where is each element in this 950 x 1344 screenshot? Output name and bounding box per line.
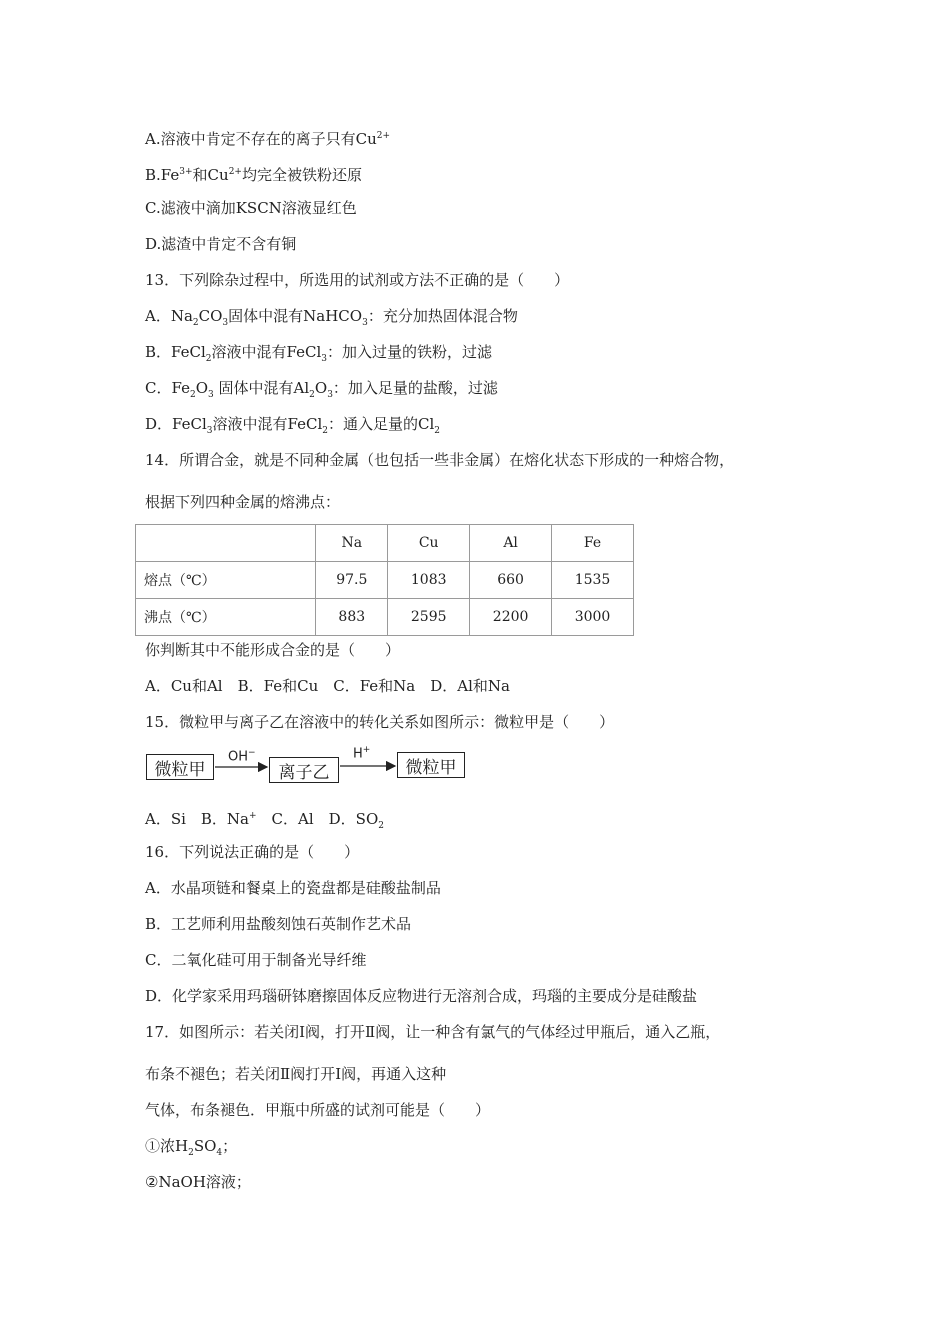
- subscript: 2: [189, 390, 196, 400]
- table-cell: 2595: [388, 599, 470, 636]
- subscript: 2: [188, 1148, 194, 1158]
- subscript: 2: [378, 821, 384, 831]
- table-row: [136, 562, 634, 599]
- q13-stem: 13．下列除杂过程中，所选用的试剂或方法不正确的是（ ）: [145, 271, 570, 289]
- text: ①浓H: [145, 1137, 189, 1155]
- q13-option-c: [145, 378, 498, 405]
- text: 固体中混有NaHCO: [228, 307, 363, 325]
- diagram-box-ion-b: 离子乙: [269, 757, 339, 783]
- q17-stem-line3: 气体，布条褪色．甲瓶中所盛的试剂可能是（ ）: [145, 1101, 491, 1119]
- table-row: [136, 599, 634, 636]
- table-cell: Cu: [388, 525, 470, 562]
- q17-option-2: ②NaOH溶液；: [145, 1173, 251, 1191]
- option-text: A．Si: [145, 810, 201, 828]
- text: ：充分加热固体混合物: [367, 307, 518, 325]
- q13-option-d: [145, 414, 440, 441]
- text: ：通入足量的Cl: [327, 415, 435, 433]
- subscript: 3: [321, 354, 327, 364]
- option-text: C．Al: [256, 810, 329, 828]
- text: 溶液中混有FeCl: [211, 343, 322, 361]
- option-text: 滤渣中肯定不含有铜: [161, 235, 297, 253]
- text: O: [195, 379, 208, 397]
- q16-option-a: A．水晶项链和餐桌上的瓷盘都是硅酸盐制品: [145, 879, 441, 897]
- option-label: C.: [145, 199, 161, 217]
- conversion-diagram: [145, 745, 475, 788]
- q14-ask: 你判断其中不能形成合金的是（ ）: [145, 641, 401, 659]
- text: CO: [198, 307, 223, 325]
- diagram-box-particle-a-result: 微粒甲: [397, 752, 465, 778]
- q16-option-b: B．工艺师利用盐酸刻蚀石英制作艺术品: [145, 915, 412, 933]
- superscript: +: [362, 745, 371, 755]
- q13-option-b: [145, 342, 492, 369]
- q17-stem-line2: 布条不褪色；若关闭Ⅱ阀打开Ⅰ阀，再通入这种: [145, 1065, 447, 1083]
- subscript: 2: [205, 354, 212, 364]
- q14-stem-line1: 14．所谓合金，就是不同种金属（也包括一些非金属）在熔化状态下形成的一种熔合物，: [145, 451, 735, 469]
- text: ：加入足量的盐酸，过滤: [332, 379, 498, 397]
- table-cell: [136, 525, 316, 562]
- option-text: Fe: [160, 166, 180, 184]
- q14-stem-line2: 根据下列四种金属的熔沸点：: [145, 493, 341, 511]
- text: C．Fe: [145, 379, 190, 397]
- text: SO: [193, 1137, 217, 1155]
- option-text: D．SO: [328, 810, 379, 828]
- table-cell: Fe: [552, 525, 634, 562]
- subscript: 2: [322, 426, 328, 436]
- q12-option-c: [145, 198, 357, 218]
- option-text: 和Cu: [192, 166, 229, 184]
- q15-stem: 15．微粒甲与离子乙在溶液中的转化关系如图所示：微粒甲是（ ）: [145, 713, 615, 731]
- arrow-label-text: OH: [228, 749, 249, 765]
- table-cell: 97.5: [316, 562, 388, 599]
- table-cell: 1083: [388, 562, 470, 599]
- q16-stem: 16．下列说法正确的是（ ）: [145, 843, 360, 861]
- table-cell: 2200: [470, 599, 552, 636]
- option-label: D.: [145, 235, 162, 253]
- table-cell: 3000: [552, 599, 634, 636]
- diagram-box-particle-a: 微粒甲: [146, 754, 214, 780]
- melting-boiling-table: [135, 524, 634, 636]
- superscript: 2+: [228, 167, 242, 177]
- option-label: A.: [145, 130, 161, 148]
- text: ：加入过量的铁粉，过滤: [326, 343, 492, 361]
- option-text: B．Na: [200, 810, 249, 828]
- q12-option-a: [145, 126, 390, 149]
- arrow-label-text: H: [353, 746, 363, 762]
- superscript: 3+: [179, 167, 193, 177]
- q12-option-b: [145, 162, 362, 185]
- text: A．Na: [145, 307, 193, 325]
- table-cell: 883: [316, 599, 388, 636]
- subscript: 2: [192, 318, 199, 328]
- table-cell: Na: [316, 525, 388, 562]
- text: B．FeCl: [145, 343, 206, 361]
- superscript: −: [248, 748, 256, 758]
- superscript: +: [249, 811, 257, 821]
- q16-option-d: D．化学家采用玛瑙研钵磨擦固体反应物进行无溶剂合成，玛瑙的主要成分是硅酸盐: [145, 987, 698, 1005]
- subscript: 3: [208, 390, 214, 400]
- table-row-header: 熔点（℃）: [136, 562, 316, 599]
- option-label: B.: [145, 166, 161, 184]
- table-cell: 1535: [552, 562, 634, 599]
- q15-options: [145, 806, 384, 836]
- subscript: 4: [216, 1148, 223, 1158]
- option-text: 溶液中肯定不存在的离子只有Cu: [160, 130, 377, 148]
- text: ；: [222, 1137, 238, 1155]
- text: 溶液中混有FeCl: [212, 415, 323, 433]
- diagram-arrows: [145, 748, 475, 788]
- subscript: 2: [434, 426, 440, 436]
- subscript: 3: [327, 390, 333, 400]
- q13-option-a: [145, 306, 518, 333]
- q16-option-c: C．二氧化硅可用于制备光导纤维: [145, 951, 367, 969]
- table-row-header: 沸点（℃）: [136, 599, 316, 636]
- q12-option-d: [145, 234, 296, 254]
- subscript: 3: [222, 318, 229, 328]
- option-text: 均完全被铁粉还原: [241, 166, 362, 184]
- subscript: 2: [309, 390, 315, 400]
- table-header-row: [136, 525, 634, 562]
- q17-option-1: [145, 1136, 237, 1163]
- table-cell: Al: [470, 525, 552, 562]
- text: O: [314, 379, 328, 397]
- subscript: 3: [206, 426, 213, 436]
- subscript: 3: [362, 318, 368, 328]
- text: 固体中混有Al: [213, 379, 310, 397]
- q17-stem-line1: 17．如图所示：若关闭Ⅰ阀，打开Ⅱ阀，让一种含有氯气的气体经过甲瓶后，通入乙瓶，: [145, 1023, 721, 1041]
- superscript: 2+: [376, 131, 391, 141]
- q14-options: A．Cu和Al B．Fe和Cu C．Fe和Na D．Al和Na: [145, 677, 510, 695]
- option-text: 滤液中滴加KSCN溶液显红色: [160, 199, 357, 217]
- table-cell: 660: [470, 562, 552, 599]
- text: D．FeCl: [145, 415, 207, 433]
